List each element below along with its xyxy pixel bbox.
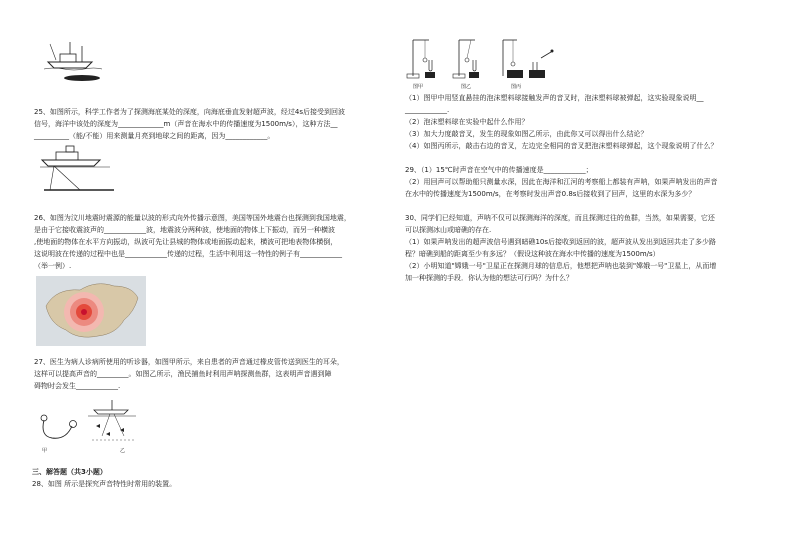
label-yi: 乙 xyxy=(120,448,126,454)
earthquake-map-figure xyxy=(36,276,146,346)
fig-label-1: 图乙 xyxy=(461,84,472,90)
label-jia: 甲 xyxy=(42,448,48,454)
question-30 xyxy=(405,212,716,284)
question-25 xyxy=(34,106,345,142)
question-27 xyxy=(34,356,344,392)
q28-sub1b: ____________. xyxy=(405,106,450,114)
stethoscope-sonar-figure xyxy=(36,396,146,456)
fig-label-0: 图甲 xyxy=(413,84,424,90)
q30-line3: （1）如果声呐发出的超声波信号遇到暗礁10s后接收到返回的波，超声波从发出到返回共走了多少路 xyxy=(405,238,717,246)
q26-line4: 这说明波在传递的过程中也是____________传递的过程，生活中利用这一特性的例子有____________ xyxy=(34,250,342,258)
q27-line3: 碍物时会发生____________. xyxy=(34,382,121,390)
ship-sonar-figure xyxy=(40,144,120,194)
q26-line1: 26、如图为汶川地震时震源的能量以波的形式向外传播示意图，美国等国外地震台也探测到我国地震， xyxy=(34,214,351,222)
q29-line1: 29、（1）15℃时声音在空气中的传播速度是____________； xyxy=(405,166,593,174)
q26-line5: （举一例）. xyxy=(34,262,72,270)
question-29 xyxy=(405,164,717,200)
q30-line2: 可以探测冰山或暗礁的存在. xyxy=(405,226,492,234)
q27-line1: 27、医生为病人诊病所使用的听诊器，如图甲所示，来自患者的声音通过橡皮管传送到医生的耳朵， xyxy=(34,358,344,366)
q30-line6: 加一种探测的手段．你认为他的想法可行吗？为什么？ xyxy=(405,274,573,282)
q26-line3: ,使地面的物体在水平方向振动，纵波可先让县城的物体或地面振动起来，横波可把地表物体横倒， xyxy=(34,238,338,246)
q25-line3: __________（能/不能）用来测量月亮到地球之间的距离，因为____________。 xyxy=(34,132,275,140)
tuning-fork-figures xyxy=(405,36,555,92)
q25-line2: 信号，海洋中该处的深度为_____________m（声音在海水中的传播速度为1500m/s），这种方法__ xyxy=(34,120,338,128)
q26-line2: 是由于它接收震波声的____________波，地震波分两种波，使地面的物体上下振动，而另一种横波 xyxy=(34,226,335,234)
question-26 xyxy=(34,212,351,272)
q30-line4: 程？暗礁到船的距离至少有多远？（假设这种波在海水中传播的速度为1500m/s） xyxy=(405,250,660,258)
q29-line3: 在水中的传播速度为1500m/s，在考察时发出声音0.8s后接收到了回声，这里的水深为多少？ xyxy=(405,190,696,198)
q28-intro: 28、如图 所示是探究声音特性时常用的装置。 xyxy=(32,480,177,488)
q25-line1: 25、如图所示，科学工作者为了探测海底某处的深度，向海底垂直发射超声波，经过4s后接受到回波 xyxy=(34,108,346,116)
section-3-title: 三、解答题（共3小题） xyxy=(32,468,107,476)
q29-line2: （2）用回声可以帮助船只测量水深，因此在海洋和江河的考察船上都装有声呐，如果声呐发出的声音 xyxy=(405,178,718,186)
q30-line5: （2）小明知道"嫦娥一号"卫星正在探测月球的信息后，他想把声呐也装到"嫦娥一号"卫星上，从而增 xyxy=(405,262,717,270)
q28-sub1: （1）图甲中用竖直悬挂的泡沫塑料球接触发声的音叉时，泡沫塑料球被弹起，这实验现象说明__ xyxy=(405,94,704,102)
q28-sub4: （4）如图丙所示，敲击右边的音叉，左边完全相同的音叉把泡沫塑料球弹起，这个现象说明了什么？ xyxy=(405,142,718,150)
q30-line1: 30、同学们已经知道，声呐不仅可以探测海洋的深度，而且探测过往的鱼群，当然，如果需要，它还 xyxy=(405,214,715,222)
q27-line2: 这样可以提高声音的_________。如图乙所示，渔民捕鱼时利用声呐探测鱼群，这表明声音遇到障 xyxy=(34,370,332,378)
q28-sub3: （3）加大力度敲音叉，发生的现象如图乙所示，由此你又可以得出什么结论？ xyxy=(405,130,648,138)
fig-label-2: 图丙 xyxy=(511,84,522,90)
fishing-boat-figure xyxy=(42,38,104,86)
q28-sub2: （2）泡沫塑料球在实验中起什么作用？ xyxy=(405,118,529,126)
question-28-parts xyxy=(405,92,717,152)
section-3 xyxy=(32,466,176,490)
